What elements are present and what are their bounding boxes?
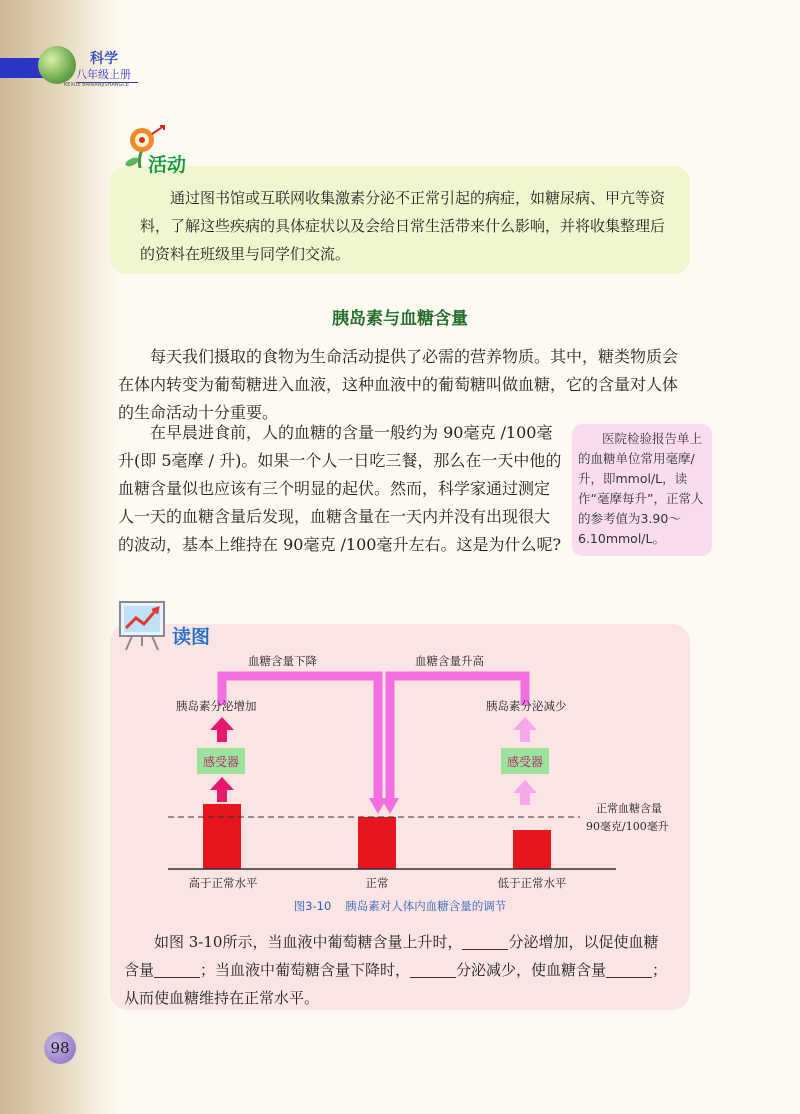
left-up-arrow-shaft-2 — [217, 788, 227, 802]
question-part-2: 分泌增加，以促使血糖含量 — [124, 933, 659, 979]
category-label-normal: 正常 — [365, 876, 389, 890]
right-up-arrow-shaft-1 — [520, 728, 530, 742]
increase-arrowhead — [381, 798, 399, 814]
label-normal-line-2: 90毫克/100毫升 — [586, 820, 669, 833]
grade-label: 八年级上册 — [76, 66, 138, 83]
receptor-label-right: 感受器 — [506, 755, 544, 769]
answer-blank-3[interactable] — [410, 961, 456, 978]
question-part-4: 分泌减少，使血糖含量 — [456, 961, 607, 979]
bar-high — [203, 804, 241, 869]
answer-blank-1[interactable] — [462, 933, 508, 950]
caption-number: 图3-10 — [293, 899, 332, 913]
section-title: 胰岛素与血糖含量 — [332, 309, 468, 329]
right-up-arrowhead-1 — [513, 717, 537, 730]
activity-text-content: 通过图书馆或互联网收集激素分泌不正常引起的病症，如糖尿病、甲亢等资料，了解这些疾病的具体症状以及会给日常生活带来什么影响，并将收集整理后的资料在班级里与同学们交流。 — [140, 189, 666, 263]
page-number: 98 — [44, 1032, 76, 1064]
right-up-arrowhead-2 — [513, 780, 537, 793]
label-normal-line-1: 正常血糖含量 — [596, 802, 662, 815]
right-up-arrow-shaft-2 — [520, 791, 530, 805]
body-paragraph-1-text: 每天我们摄取的食物为生命活动提供了必需的营养物质。其中，糖类物质会在体内转变为葡萄糖进入血液，这种血液中的葡萄糖叫做血糖，它的含量对人体的生命活动十分重要。 — [118, 347, 679, 422]
header-pinyin: KEXUE BANIANJISHANGCE — [64, 82, 130, 88]
left-up-arrow-shaft-1 — [217, 728, 227, 742]
left-up-arrowhead-2 — [210, 777, 234, 790]
figure-caption — [0, 898, 800, 914]
caption-text: 胰岛素对人体内血糖含量的调节 — [345, 899, 507, 913]
label-insulin-up: 胰岛素分泌增加 — [176, 699, 257, 713]
bars-group — [203, 804, 551, 869]
category-label-low: 低于正常水平 — [497, 876, 567, 890]
increase-loop-arrow — [390, 676, 525, 800]
receptor-label-left: 感受器 — [202, 755, 240, 769]
label-decrease: 血糖含量下降 — [248, 654, 317, 668]
bar-normal — [358, 817, 396, 869]
category-label-high: 高于正常水平 — [188, 876, 258, 890]
answer-blank-2[interactable] — [154, 961, 200, 978]
body-paragraph-2-text: 在早晨进食前，人的血糖的含量一般约为 90毫克 /100毫升(即 5毫摩 / 升)。如果一个人一日吃三餐，那么在一天中他的血糖含量似也应该有三个明显的起伏。然而，科学家通过测定人一天的血糖含量后发现，血糖含量在一天内并没有出现很大的波动，基本上维持在 90毫克 /100毫升左右。这是为什么呢? — [118, 423, 562, 554]
question-text — [124, 928, 672, 1012]
activity-title: 活动 — [148, 154, 187, 176]
label-insulin-down: 胰岛素分泌减少 — [486, 699, 567, 713]
question-part-3: ；当血液中葡萄糖含量下降时， — [200, 961, 411, 979]
bar-low — [513, 830, 551, 869]
sidenote-text-content: 医院检验报告单上的血糖单位常用毫摩/升，即mmol/L，读作“毫摩每升”，正常人的参考值为3.90～6.10mmol/L。 — [578, 431, 704, 546]
left-up-arrowhead-1 — [210, 717, 234, 730]
label-increase: 血糖含量升高 — [415, 654, 484, 668]
answer-blank-4[interactable] — [606, 961, 652, 978]
decrease-loop-arrow — [222, 676, 378, 800]
question-part-5: ；从而使血糖维持在正常水平。 — [124, 961, 668, 1007]
question-part-1: 如图 3-10所示，当血液中葡萄糖含量上升时， — [154, 933, 463, 951]
subject-title: 科学 — [90, 51, 118, 67]
read-figure-title: 读图 — [172, 626, 211, 648]
